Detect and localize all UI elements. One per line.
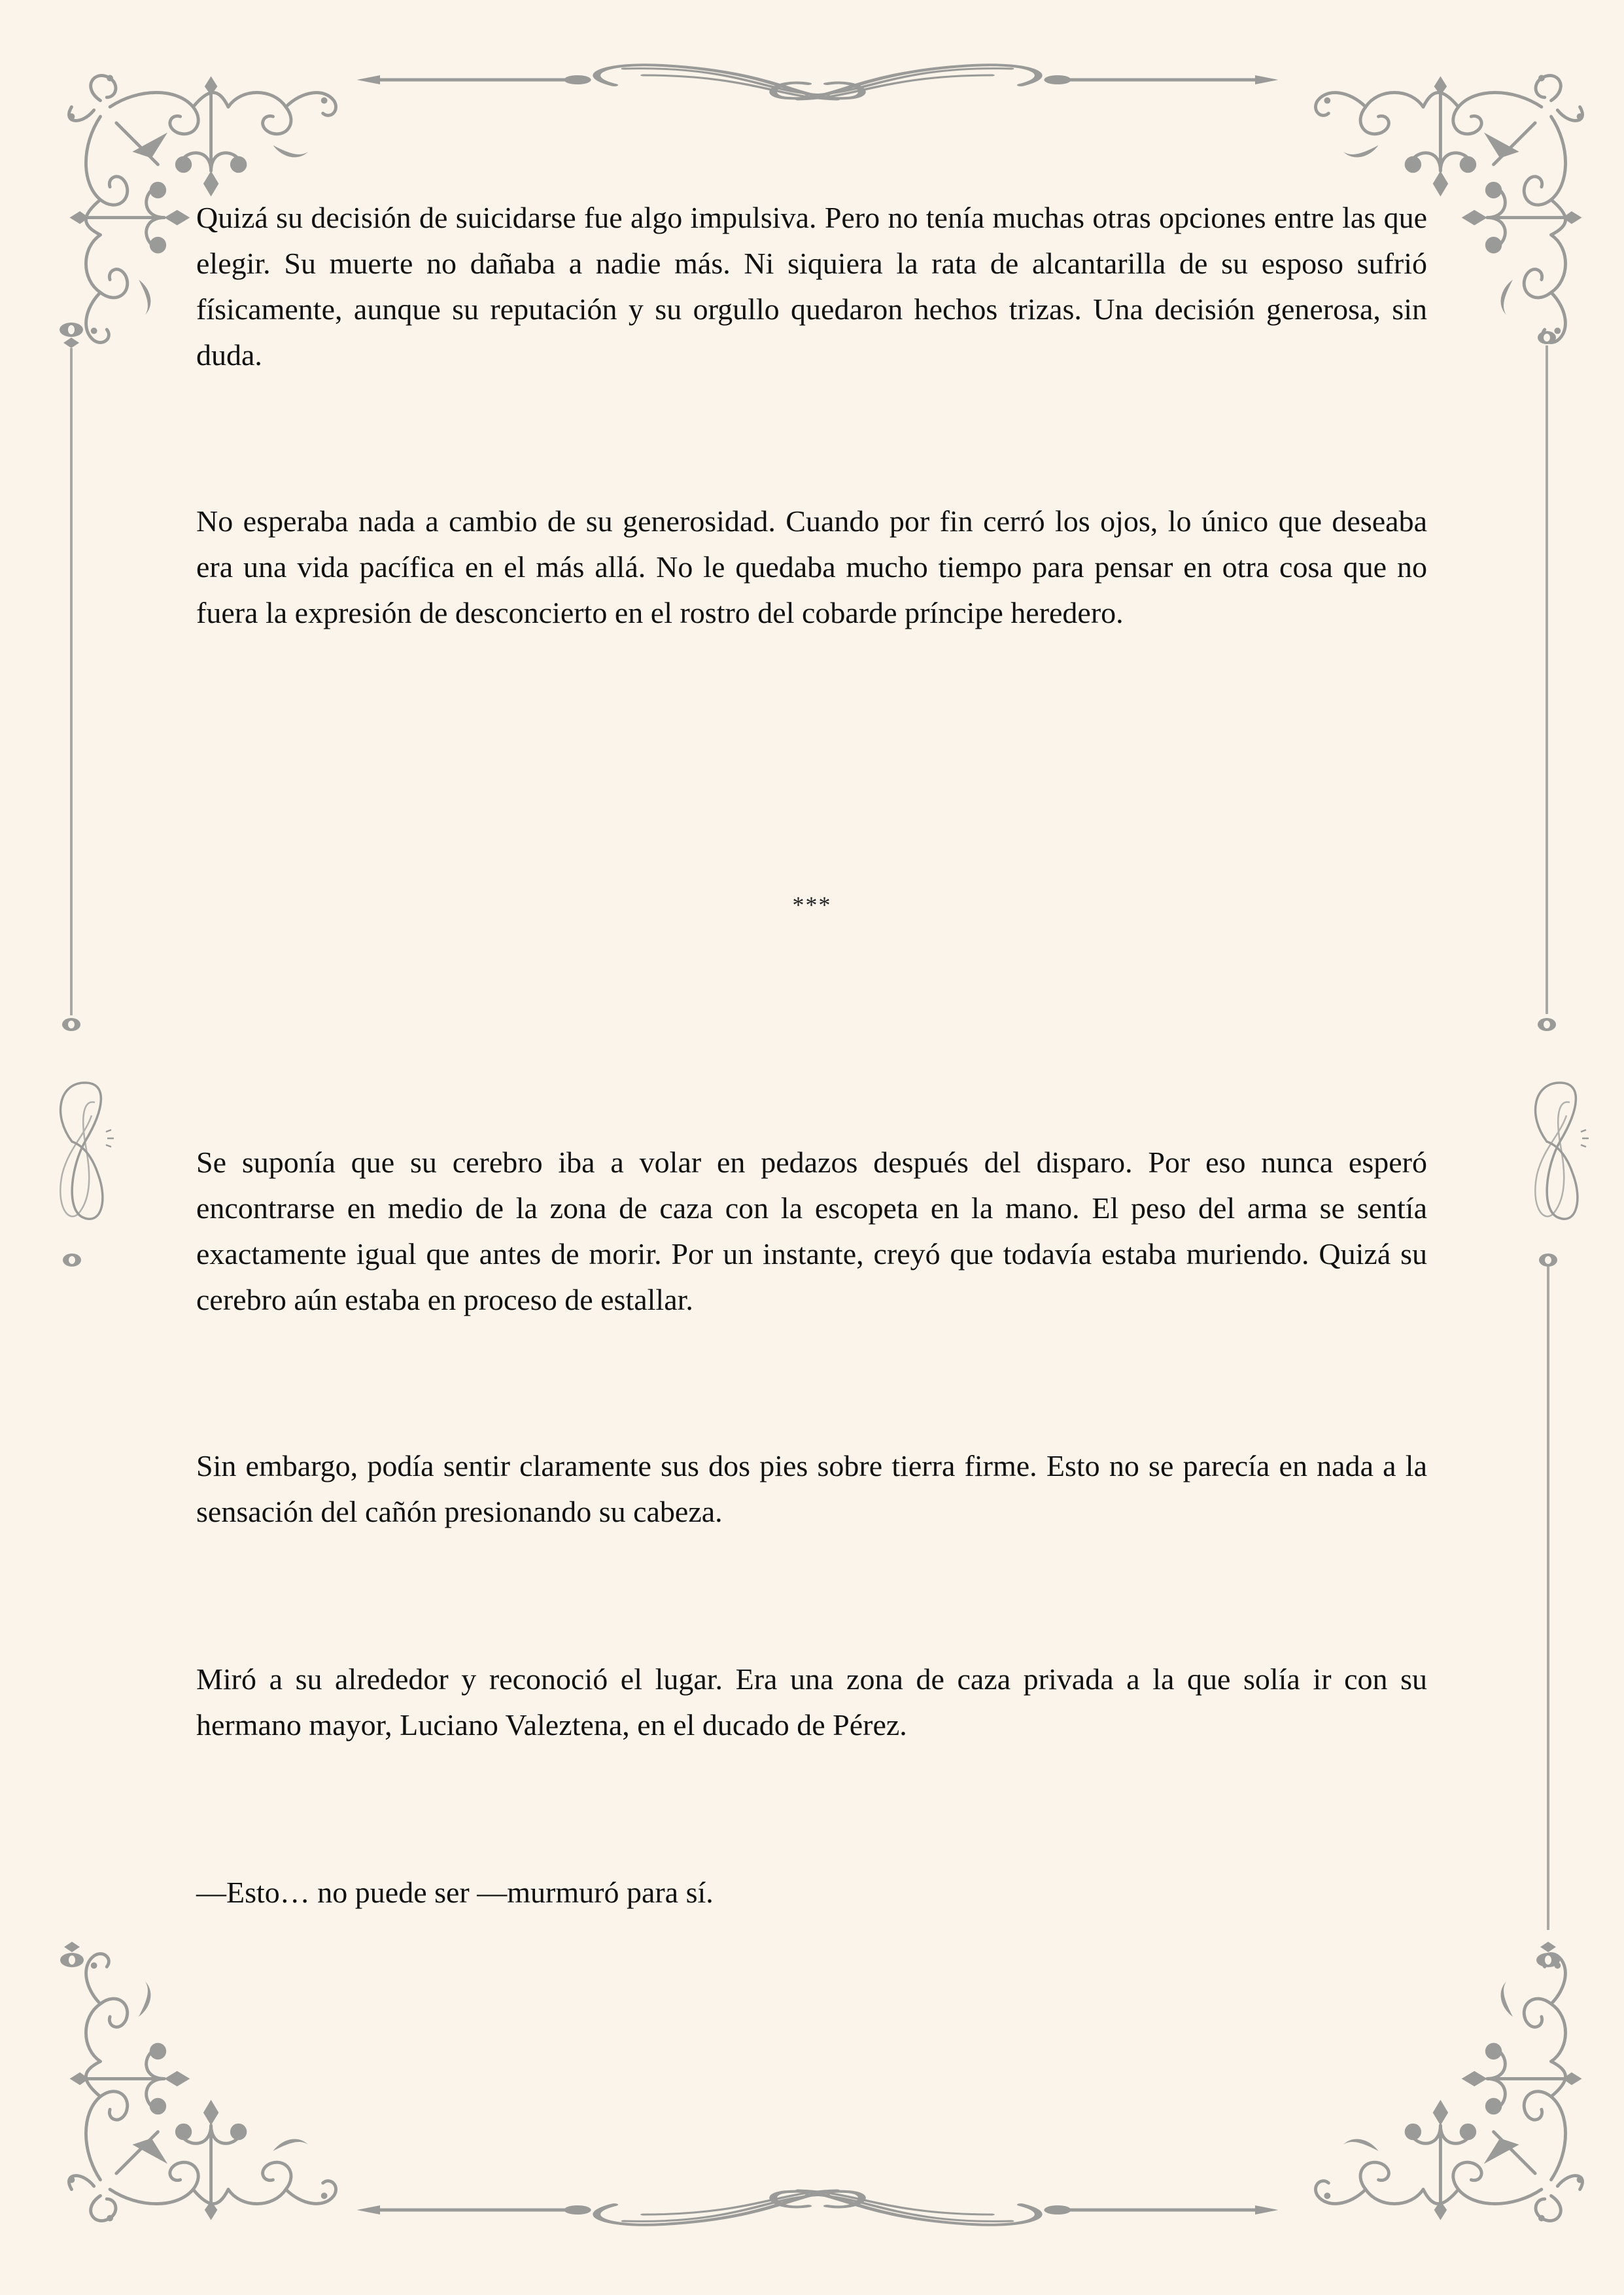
paragraph-1	[196, 195, 1427, 378]
figure-eight-knot-left	[46, 1070, 118, 1233]
paragraph-3	[196, 1140, 1427, 1323]
paragraph-text: Sin embargo, podía sentir claramente sus dos pies sobre tierra firme. Esto no se parecía en nada a la sensación del cañón presionando su cabeza.	[196, 1449, 1427, 1528]
paragraph-4	[196, 1443, 1427, 1535]
left-upper-rod	[58, 321, 84, 1034]
right-lower-rod	[1535, 1250, 1561, 1969]
paragraph-6-dialogue	[196, 1870, 1427, 1916]
bottom-scroll-divider	[334, 2165, 1302, 2251]
paragraph-2	[196, 499, 1427, 636]
paragraph-text: Quizá su decisión de suicidarse fue algo impulsiva. Pero no tenía muchas otras opciones entre las que elegir. Su muerte no dañaba a nadie más. Ni siquiera la rata de alcantarilla de su esposo sufrió físicamente, aunque su reputación y su orgullo quedaron hechos trizas. Una decisión generosa, sin duda.	[196, 201, 1427, 372]
paragraph-text: Se suponía que su cerebro iba a volar en pedazos después del disparo. Por eso nunca esperó encontrarse en medio de la zona de caza con la escopeta en la mano. El peso del arma se sentía exactamente igual que antes de morir. Por un instante, creyó que todavía estaba muriendo. Quizá su cerebro aún estaba en proceso de estallar.	[196, 1146, 1427, 1316]
paragraph-text: No esperaba nada a cambio de su generosidad. Cuando por fin cerró los ojos, lo único que deseaba era una vida pacífica en el más allá. No le quedaba mucho tiempo para pensar en otra cosa que no fuera la expresión de desconcierto en el rostro del cobarde príncipe heredero.	[196, 504, 1427, 629]
corner-flourish-bottom-right	[1308, 1946, 1596, 2234]
left-lower-rod	[59, 1250, 85, 1969]
dialogue-text: —Esto… no puede ser —murmuró para sí.	[196, 1876, 714, 1909]
scene-break: ***	[792, 892, 832, 918]
top-scroll-divider	[334, 39, 1302, 124]
paragraph-text: Miró a su alrededor y reconoció el lugar. Era una zona de caza privada a la que solía ir con su hermano mayor, Luciano Valeztena, en el ducado de Pérez.	[196, 1662, 1427, 1742]
right-upper-rod	[1534, 327, 1560, 1034]
paragraph-5	[196, 1656, 1427, 1748]
figure-eight-knot-right	[1521, 1070, 1593, 1233]
corner-flourish-bottom-left	[56, 1946, 343, 2234]
